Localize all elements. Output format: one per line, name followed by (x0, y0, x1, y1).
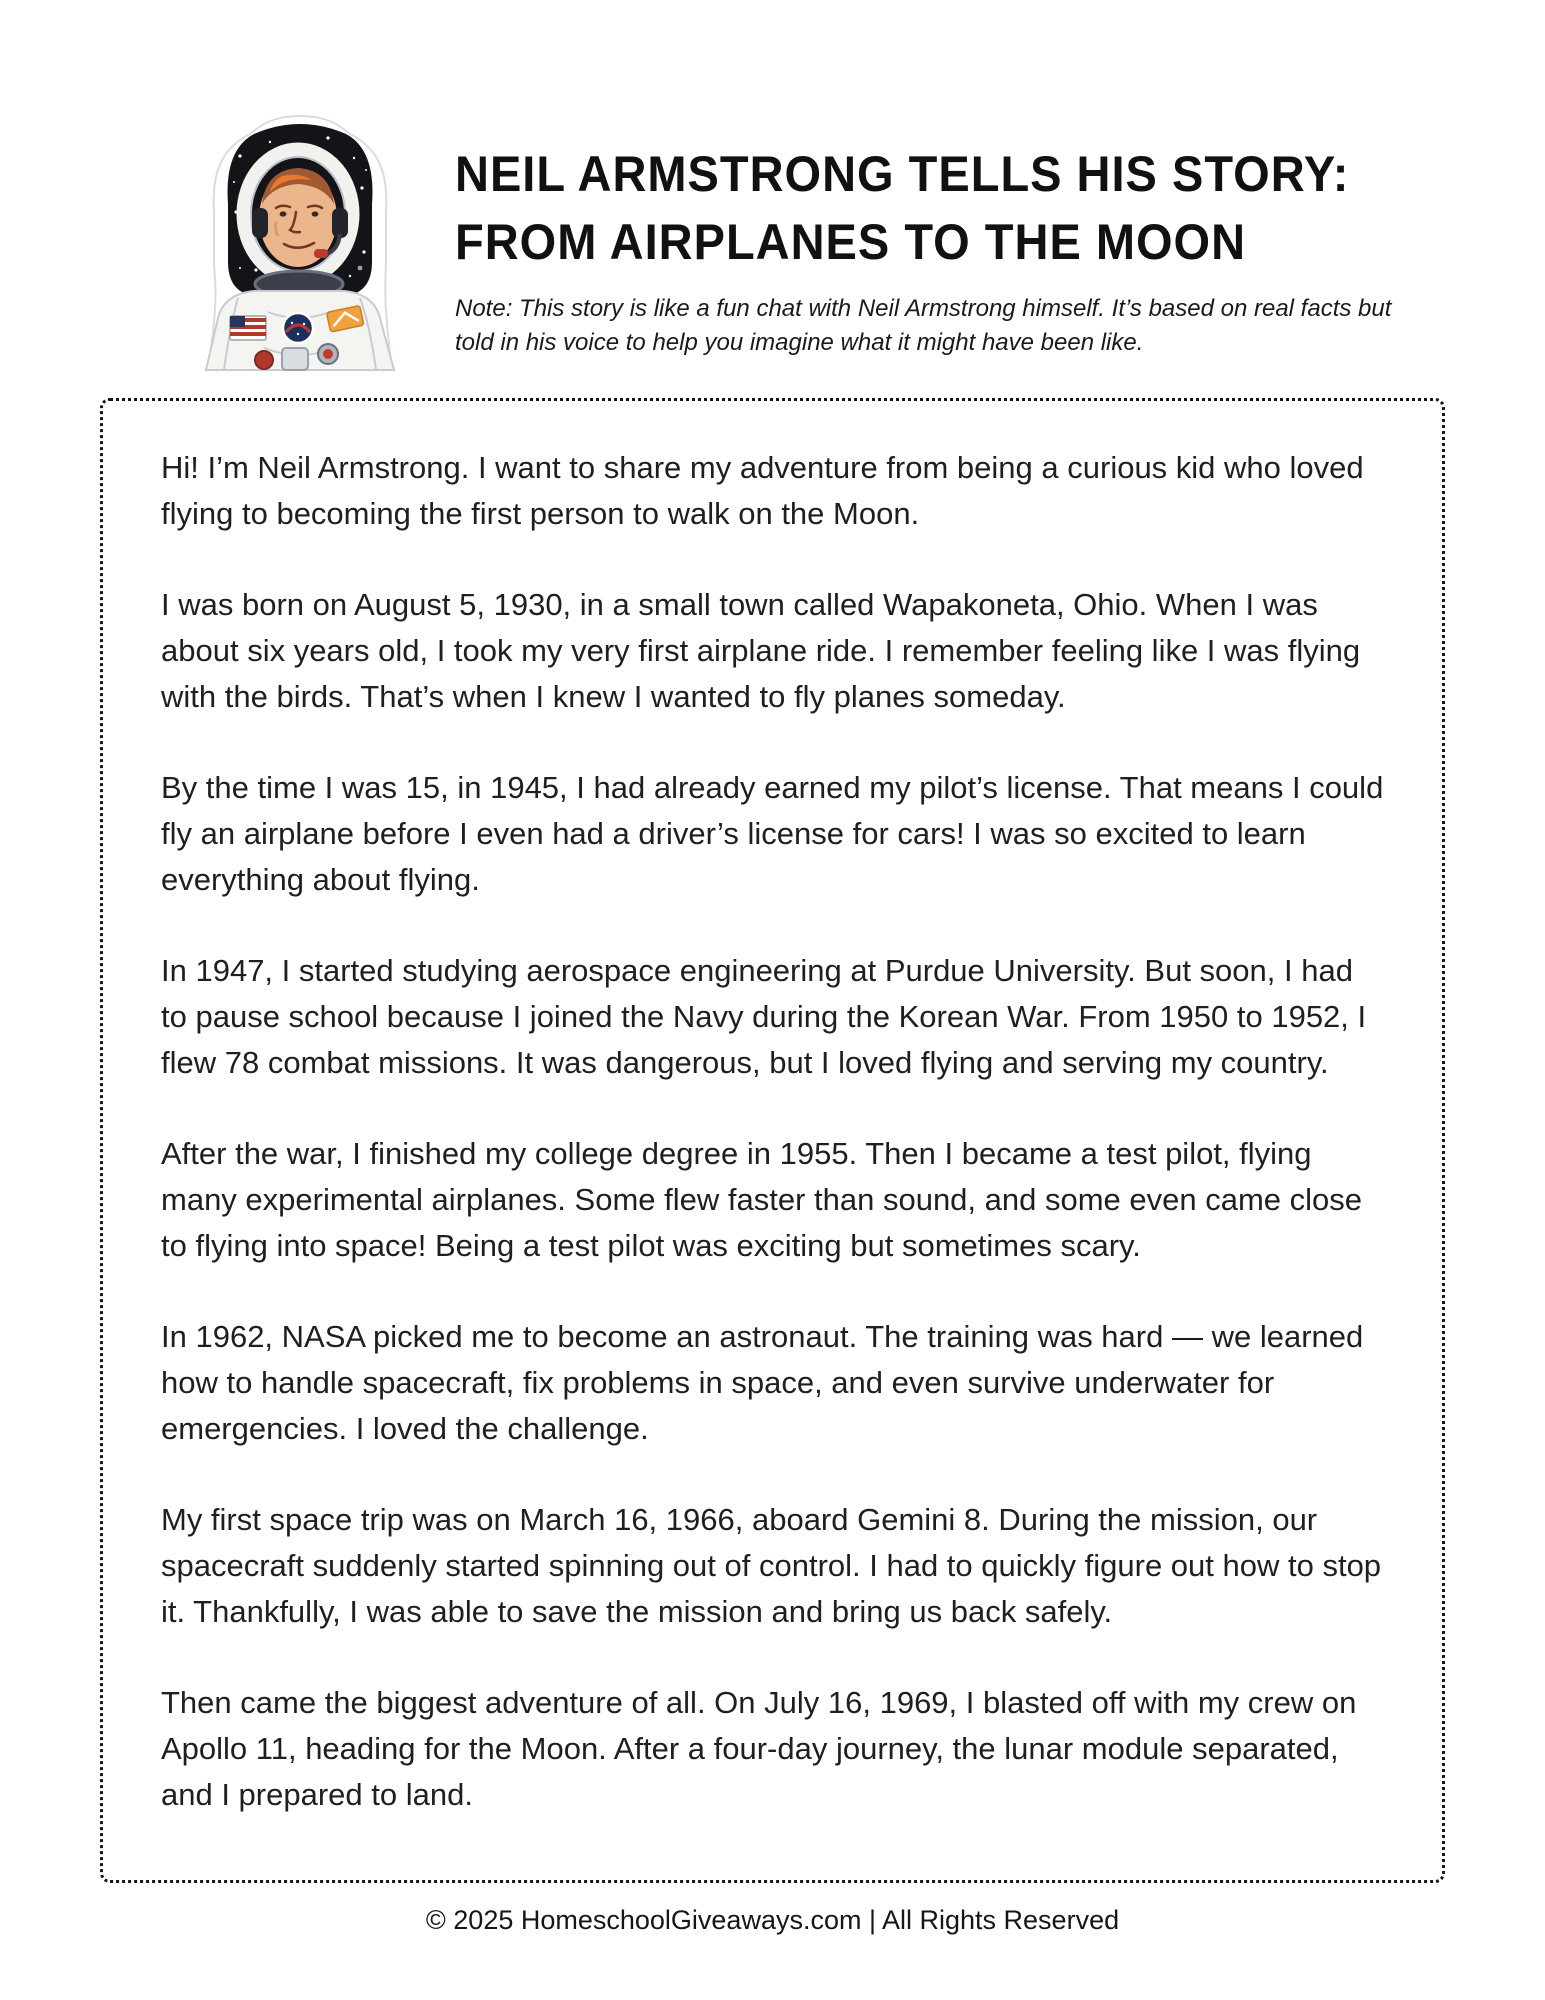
story-note: Note: This story is like a fun chat with Neil Armstrong himself. It’s based on real facts but told in his voice to help you imagine what it might have been like. (455, 295, 1392, 356)
story-paragraph: My first space trip was on March 16, 1966, aboard Gemini 8. During the mission, our spacecraft suddenly started spinning out of control. I had to quickly figure out how to stop it. Thankfully, I was able to save the mission and bring us back safely. (161, 1502, 1382, 1629)
story-paragraph: After the war, I finished my college degree in 1955. Then I became a test pilot, flying many experimental airplanes. Some flew faster than sound, and some even came close to flying into space! Being a test pilot was exciting but sometimes scary. (161, 1136, 1363, 1263)
headset-earcup-left (252, 208, 268, 238)
story-paragraph: Hi! I’m Neil Armstrong. I want to share my adventure from being a curious kid who loved flying to becoming the first person to walk on the Moon. (161, 450, 1364, 531)
copyright-footer: © 2025 HomeschoolGiveaways.com | All Rights Reserved (425, 1905, 1120, 1935)
page-title-line-1: NEIL ARMSTRONG TELLS HIS STORY: (455, 145, 1350, 202)
astronaut-illustration (178, 112, 422, 372)
story-paragraph: In 1962, NASA picked me to become an astronaut. The training was hard — we learned how to handle spacecraft, fix problems in space, and even survive underwater for emergencies. I loved the challenge. (161, 1319, 1364, 1446)
headset-earcup-right (332, 208, 348, 238)
microphone (314, 249, 328, 258)
story-box (100, 398, 1445, 1883)
story-paragraph: In 1947, I started studying aerospace engineering at Purdue University. But soon, I had to pause school because I joined the Navy during the Korean War. From 1950 to 1952, I flew 78 combat missions. It was dangerous, but I loved flying and serving my country. (161, 953, 1367, 1080)
nasa-patch (283, 313, 313, 343)
story-paragraph: By the time I was 15, in 1945, I had already earned my pilot’s license. That means I could fly an airplane before I even had a driver’s license for cars! I was so excited to learn everything about flying. (161, 770, 1384, 897)
story-paragraph: Then came the biggest adventure of all. On July 16, 1969, I blasted off with my crew on Apollo 11, heading for the Moon. After a four-day journey, the lunar module separated, and I prepared to land. (161, 1685, 1357, 1812)
page-title-line-2: FROM AIRPLANES TO THE MOON (455, 213, 1247, 270)
story-paragraph: I was born on August 5, 1930, in a small town called Wapakoneta, Ohio. When I was about six years old, I took my very first airplane ride. I remember feeling like I was flying with the birds. That’s when I knew I wanted to fly planes someday. (161, 587, 1361, 714)
header (455, 138, 1455, 360)
flag-patch (230, 316, 266, 340)
